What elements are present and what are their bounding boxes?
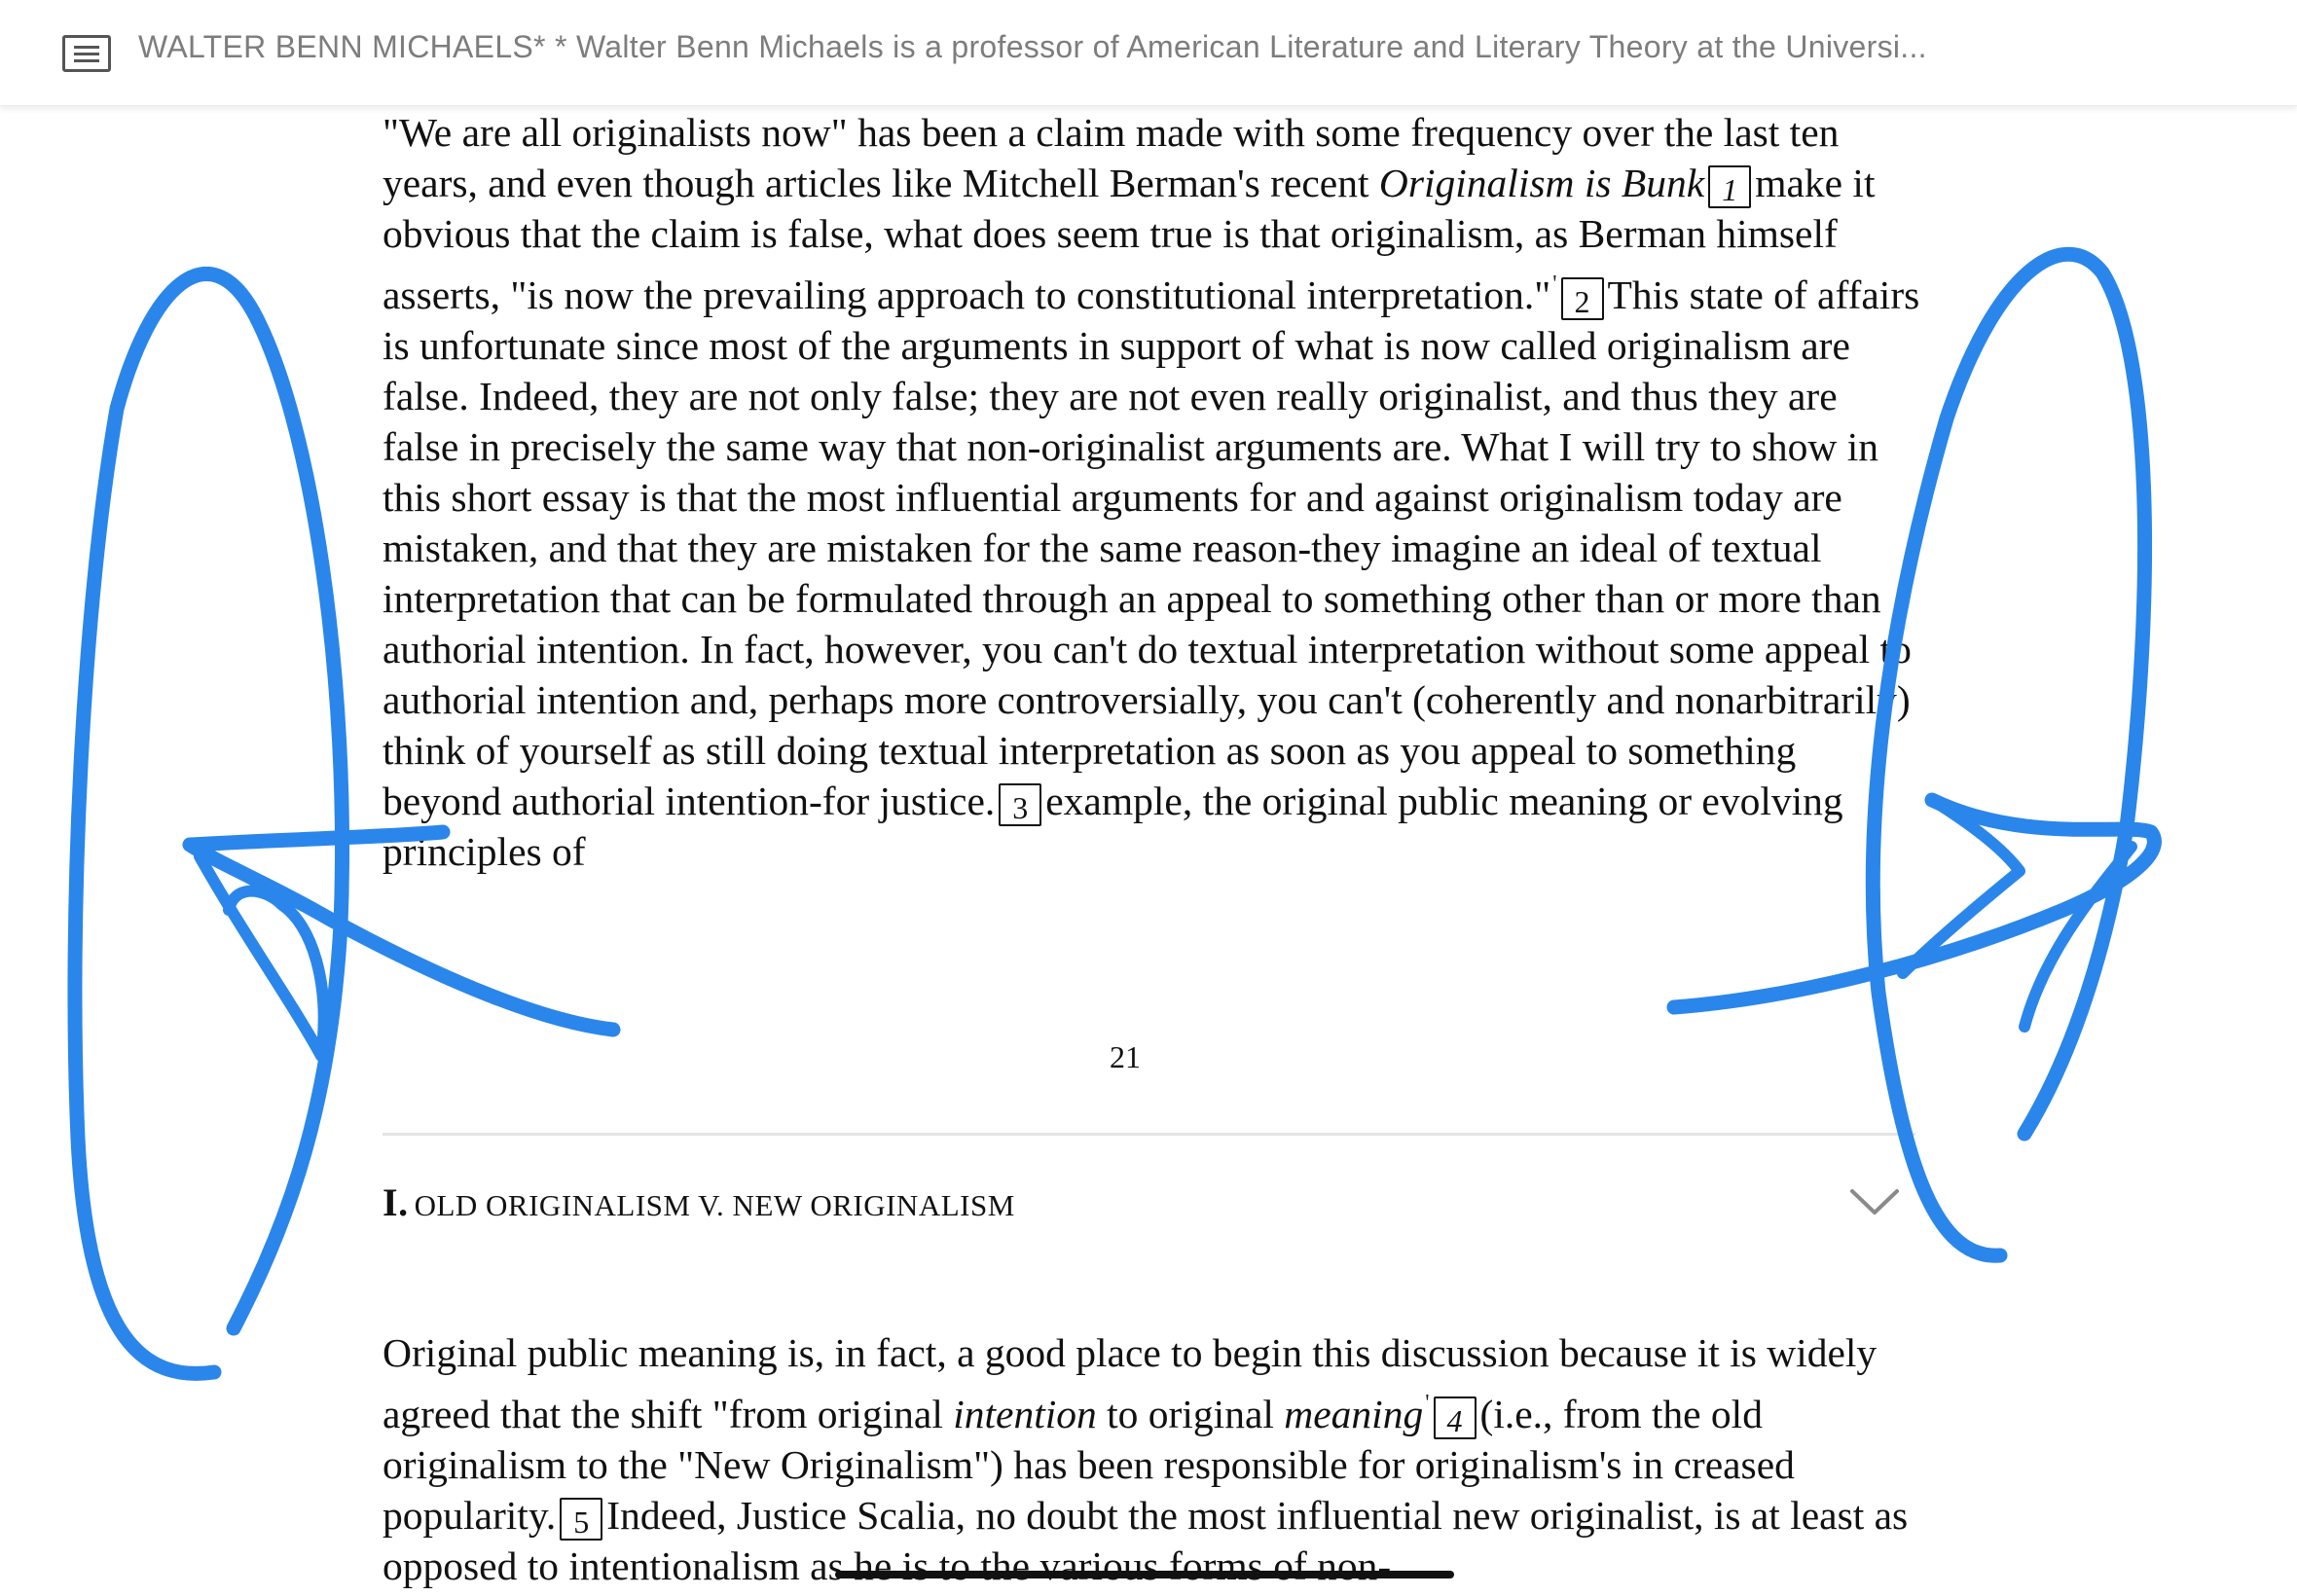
- page-number: 21: [1110, 1039, 1141, 1074]
- footnote-2-link[interactable]: 2: [1561, 277, 1604, 320]
- text-run: (i.e., from the old originalism to the "New Originalism") has been responsible for originalism's in creased popularity.: [383, 1392, 1795, 1538]
- prime-mark: ': [1425, 1391, 1430, 1416]
- section-numeral: I.: [383, 1180, 409, 1224]
- text-run: Indeed, Justice Scalia, no doubt the most influential new originalist, is at least as opposed to intentionalism as he is to the various forms of non-: [383, 1493, 1909, 1588]
- footnote-3-link[interactable]: 3: [999, 783, 1041, 826]
- emphasis-meaning: meaning: [1284, 1392, 1424, 1436]
- section-heading[interactable]: [383, 1179, 1015, 1225]
- page-divider: [383, 1133, 1915, 1136]
- text-run: example, the original public meaning or evolving principles of: [383, 779, 1843, 874]
- text-run: make it obvious that the claim is false, what does seem true is that originalism, as Berman himself asserts, "is now the prevailing approach to constitutional interpretation.": [383, 161, 1876, 317]
- footnote-1-link[interactable]: 1: [1708, 165, 1751, 208]
- section-text: [383, 1327, 1920, 1591]
- left-arrow-head-stroke: [200, 856, 324, 1056]
- footnote-4-link[interactable]: 4: [1434, 1396, 1477, 1439]
- menu-list-icon[interactable]: [62, 35, 111, 72]
- cited-title: Originalism is Bunk: [1378, 161, 1705, 205]
- text-run: Original public meaning is, in fact, a good place to begin this discussion because it is widely agreed that the shift "from original: [383, 1330, 1878, 1436]
- left-loop-stroke: [75, 273, 343, 1373]
- section-title: OLD ORIGINALISM V. NEW ORIGINALISM: [414, 1188, 1015, 1222]
- paragraph-2: [383, 1327, 1920, 1591]
- document-title: WALTER BENN MICHAELS* * Walter Benn Michaels is a professor of American Literature and Literary Theory at the Universi...: [138, 29, 1927, 64]
- page-text: [383, 107, 1920, 877]
- prime-mark: ': [1552, 272, 1557, 297]
- right-arrow-tail-stroke: [2024, 847, 2132, 1027]
- paragraph-1: [383, 107, 1920, 877]
- emphasis-intention: intention: [953, 1392, 1097, 1436]
- footnote-5-link[interactable]: 5: [560, 1498, 602, 1541]
- text-run: to original: [1096, 1392, 1285, 1436]
- chevron-down-icon[interactable]: [1849, 1187, 1900, 1216]
- text-run: "We are all originalists now" has been a claim made with some frequency over the last ten years, and even though articles like Mitchell Berman's recent: [383, 110, 1840, 205]
- reader-toolbar: [0, 0, 2297, 106]
- right-arrow-head-stroke: [1903, 800, 2020, 973]
- text-run: This state of affairs is unfortunate since most of the arguments in support of what is now called originalism are false. Indeed, they are not only false; they are not even really originalist, and thus they are false in precisely the same way that non-originalist arguments are. What I will try to show in this short essay is that the most influential arguments for and against originalism today are mistaken, and that they are mistaken for the same reason-they imagine an ideal of textual interpretation that can be formulated through an appeal to something other than or more than authorial intention. In fact, however, you can't do textual interpretation without some appeal to authorial intention and, perhaps more controversially, you can't (coherently and nonarbitrarily) think of yourself as still doing textual interpretation as soon as you appeal to something beyond authorial intention-for justice.: [383, 272, 1920, 823]
